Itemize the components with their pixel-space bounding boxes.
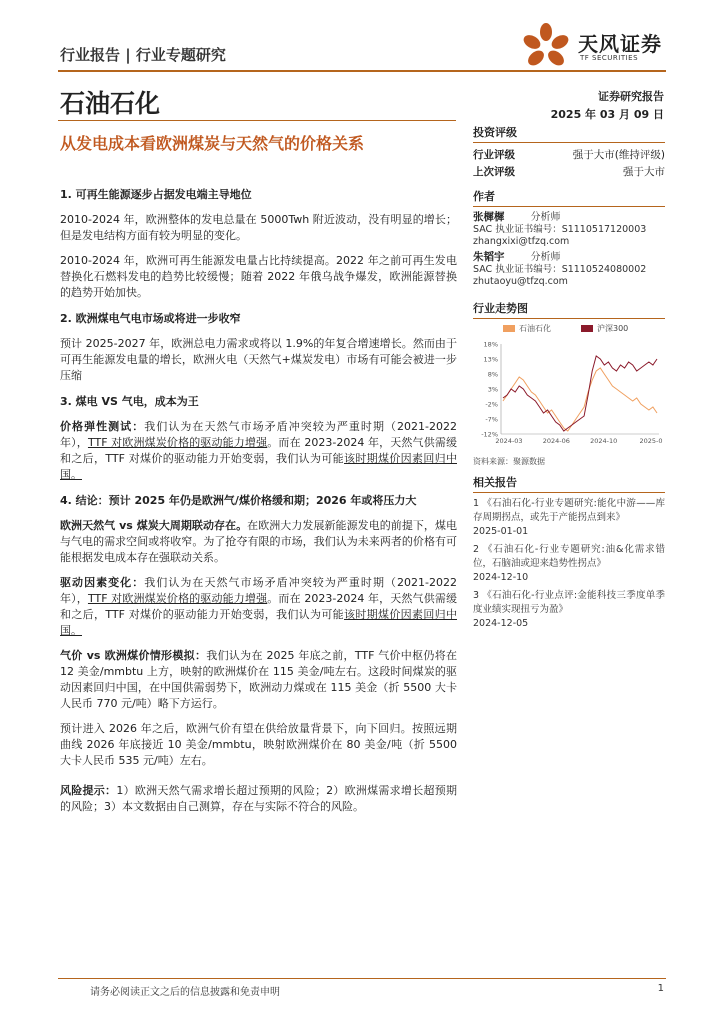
author-name: 张樨樨 [473,211,505,223]
author-role: 分析师 [530,252,561,263]
y-tick-label: 3% [487,385,498,394]
author-sac: SAC 执业证书编号：S1110524080002 [473,264,647,275]
s4-p3-text: 我们认为在 2025 年底之前，TTF 气价中枢仍将在 12 美金/mmbtu 上方，映射的欧洲煤价在 115 美金/吨左右。这段时间煤炭的驱动因素回归中国，在中国供需弱势下，欧洲动力煤或在 115 美金（折 5500 大卡人民币 770 元/吨）略下方运行。 [60,649,457,710]
y-tick-label: 18% [483,340,498,349]
scenario-label: 气价 vs 欧洲煤价情形模拟： [60,649,207,662]
logo-text-en: TF SECURITIES [580,54,639,62]
section-2-title: 2. 欧洲煤电气电市场或将进一步收窄 [60,312,241,325]
rating-value: 强于大市(维持评级) [572,149,665,161]
author-2 [473,251,665,288]
prev-rating-value: 强于大市 [623,166,665,178]
legend-item-index [581,323,628,334]
y-tick-label: -2% [485,400,498,409]
related-report-3[interactable] [473,589,665,631]
industry-title: 石油石化 [60,89,161,118]
related-report-date: 2025-01-01 [473,526,529,537]
author-name: 朱韬宇 [473,251,505,263]
section-4-para-1 [60,518,457,566]
legend-swatch [503,325,515,332]
s3-underline-1: TTF 对欧洲煤炭价格的驱动能力增强 [87,436,268,449]
s3-text-b: 。而在 2023-2024 年，天然气供需缓和之后，TTF 对煤价的驱动能力开始变弱，我们认为可能 [60,436,458,465]
related-title: 相关报告 [473,474,665,493]
s4-p2-underline-1: TTF 对欧洲煤炭价格的驱动能力增强 [87,592,268,605]
related-report-date: 2024-12-10 [473,572,529,583]
s4-p2-text-a: 我们认为在天然气市场矛盾冲突较为严重时期（2021-2022 年）， [60,576,457,605]
related-report-text: 2 《石油石化-行业专题研究:油&化需求错位，石脑油或迎来趋势性拐点》 [473,544,665,569]
related-report-date: 2024-12-05 [473,618,529,629]
author-1 [473,211,665,248]
author-email[interactable]: zhutaoyu@tfzq.com [473,276,568,287]
x-tick-label: 2025-0 [639,437,663,445]
related-report-1[interactable] [473,497,665,539]
legend-label: 石油石化 [519,324,551,333]
report-kind: 证券研究报告 [598,90,664,103]
report-title: 从发电成本看欧洲煤炭与天然气的价格关系 [60,134,365,153]
rating-title: 投资评级 [473,124,665,143]
section-4-para-3 [60,648,457,712]
rating-label: 行业评级 [473,149,515,161]
x-tick-label: 2024-10 [590,437,618,445]
s3-text-a: 我们认为在天然气市场矛盾冲突较为严重时期（2021-2022 年）， [60,420,457,449]
legend-swatch [581,325,593,332]
section-3-title: 3. 煤电 VS 气电，成本为王 [60,395,199,408]
legend-item-sector [503,323,551,334]
related-reports-block [473,474,665,635]
logo-flower-icon [518,22,574,70]
section-4-para-2 [60,575,457,639]
risk-text: 1）欧洲天然气需求增长超过预期的风险；2）欧洲煤需求增长超预期的风险；3）本文数据由自己测算，存在与实际不符合的风险。 [60,784,457,813]
company-logo [518,22,668,70]
prev-rating-label: 上次评级 [473,166,515,178]
s4-p2-underline-2: 该时期煤价因素回归中国。 [60,608,457,637]
report-type: 行业报告 | 行业专题研究 [60,46,226,64]
cycle-linkage-label: 欧洲天然气 vs 煤炭大周期联动存在。 [60,519,248,532]
rating-row [473,147,665,164]
driver-change-label: 驱动因素变化： [60,576,145,589]
legend-label: 沪深300 [597,324,629,333]
main-content [60,186,457,824]
section-3-para-1 [60,419,457,483]
x-tick-label: 2024-03 [495,437,523,445]
section-2-para-1: 预计 2025-2027 年，欧洲总电力需求或将以 1.9%的年复合增速增长。然而由于可再生能源发电量的增长，欧洲火电（天然气+煤炭发电）市场有可能会被进一步压缩 [60,337,457,382]
report-date: 2025 年 03 月 09 日 [550,108,664,121]
trend-title: 行业走势图 [473,300,665,319]
footer-divider [58,978,666,979]
y-tick-label: -7% [485,415,498,424]
related-report-text: 1 《石油石化-行业专题研究:能化中游——库存周期拐点，或先于产能拐点到来》 [473,498,665,523]
authors-title: 作者 [473,188,665,207]
title-divider [58,120,456,121]
trend-chart-block [473,300,665,467]
chart-legend [503,323,665,334]
authors-block [473,188,665,288]
author-sac: SAC 执业证书编号：S1110517120003 [473,224,647,235]
page-number: 1 [657,983,664,994]
section-1-para-1: 2010-2024 年，欧洲整体的发电总量在 5000Twh 附近波动，没有明显的增长；但是发电结构方面有较为明显的变化。 [60,213,457,242]
author-email[interactable]: zhangxixi@tfzq.com [473,236,570,247]
price-elasticity-label: 价格弹性测试： [60,420,145,433]
series-line-sector [503,368,657,431]
s3-underline-2: 该时期煤价因素回归中国。 [60,452,457,481]
risk-label: 风险提示： [60,784,117,797]
prev-rating-row [473,164,665,181]
s4-p2-text-b: 。而在 2023-2024 年，天然气供需缓和之后，TTF 对煤价的驱动能力开始变弱，我们认为可能 [60,592,458,621]
rating-block [473,124,665,181]
section-4-para-4: 预计进入 2026 年之后，欧洲气价有望在供给放量背景下，向下回归。按照远期曲线 2026 年底接近 10 美金/mmbtu，映射欧洲煤价在 80 美金/吨（折 5500 大卡人民币 535 元/吨）左右。 [60,722,457,767]
related-report-text: 3 《石油石化-行业点评:金能科技三季度单季度业绩实现扭亏为盈》 [473,590,665,615]
x-tick-label: 2024-06 [542,437,570,445]
risk-warning [60,783,457,815]
s4-p1-text: 在欧洲大力发展新能源发电的前提下，煤电与气电的需求空间或将收窄。为了抢夺有限的市场，我们认为未来两者的价格有可能根据发电成本存在强联动关系。 [60,519,457,564]
related-report-2[interactable] [473,543,665,585]
y-tick-label: 8% [487,370,498,379]
footer-disclaimer: 请务必阅读正文之后的信息披露和免责申明 [90,987,280,998]
author-role: 分析师 [530,212,561,223]
series-line-index [503,356,657,431]
trend-chart [473,336,665,448]
section-1-para-2: 2010-2024 年，欧洲可再生能源发电量占比持续提高。2022 年之前可再生发电替换化石燃料发电的趋势比较缓慢；随着 2022 年俄乌战争爆发，欧洲能源替换的趋势开始加快。 [60,254,457,299]
y-tick-label: -12% [481,430,498,439]
logo-text: 天风证券 [578,32,662,56]
y-tick-label: 13% [483,355,498,364]
chart-source: 资料来源：聚源数据 [473,457,545,466]
header-divider [58,70,666,72]
section-4-title: 4. 结论：预计 2025 年仍是欧洲气/煤价格缓和期；2026 年或将压力大 [60,494,417,507]
section-1-title: 1. 可再生能源逐步占据发电端主导地位 [60,188,252,201]
